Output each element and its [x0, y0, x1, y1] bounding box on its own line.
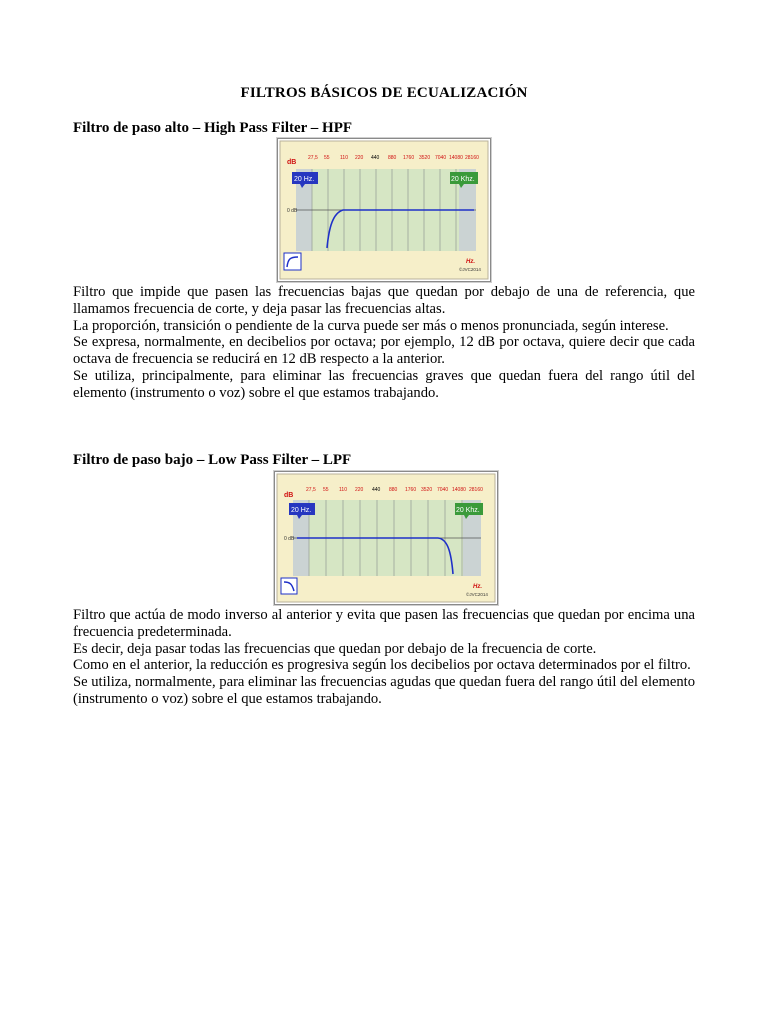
copyright-label: ©JVC2014 [459, 267, 481, 272]
lpf-filter-icon [281, 578, 297, 594]
freq-label: 55 [323, 487, 329, 493]
page-title: FILTROS BÁSICOS DE ECUALIZACIÓN [240, 85, 528, 101]
section-heading-hpf: Filtro de paso alto – High Pass Filter – HPF [73, 120, 353, 136]
marker-high-label: 20 Khz. [456, 507, 480, 514]
zero-db-label: 0 dB [287, 208, 298, 214]
freq-label: 27,5 [308, 155, 318, 161]
marker-low-label: 20 Hz. [294, 176, 315, 183]
paragraph: Filtro que actúa de modo inverso al anterior y evita que pasen las frecuencias que quedan por encima una frecuencia predeterminada. [73, 607, 695, 640]
zero-db-label: 0 dB [284, 536, 295, 542]
copyright-label: ©JVC2014 [466, 592, 488, 597]
freq-label: 3520 [421, 487, 433, 493]
section-body-lpf [73, 607, 695, 708]
marker-high-label: 20 Khz. [451, 176, 475, 183]
freq-label: 3520 [419, 155, 431, 161]
lpf-graph [275, 472, 497, 604]
paragraph: Se expresa, normalmente, en decibelios por octava; por ejemplo, 12 dB por octava, quiere decir que cada octava de frecuencia se reducirá en 12 dB respecto a la anterior. [73, 334, 695, 368]
paragraph: Filtro que impide que pasen las frecuencias bajas que quedan por debajo de una de referencia, que llamamos frecuencia de corte, y deja pasar las frecuencias altas. [73, 284, 695, 317]
freq-label: 110 [340, 155, 348, 161]
freq-label: 440 [371, 155, 380, 161]
freq-label: 220 [355, 487, 364, 493]
marker-low-label: 20 Hz. [291, 507, 312, 514]
paragraph: Se utiliza, principalmente, para eliminar las frecuencias graves que quedan fuera del rango útil del elemento (instrumento o voz) sobre el que estamos trabajando. [73, 367, 695, 401]
hpf-graph-figure [277, 138, 491, 282]
section-heading-lpf: Filtro de paso bajo – Low Pass Filter – LPF [73, 452, 352, 468]
freq-label: 880 [388, 155, 397, 161]
paragraph: La proporción, transición o pendiente de la curva puede ser más o menos pronunciada, según interese. [73, 317, 669, 334]
freq-label: 220 [355, 155, 364, 161]
section-body-hpf [73, 284, 695, 402]
hz-axis-label: Hz. [466, 259, 475, 265]
freq-label: 880 [389, 487, 398, 493]
freq-label: 27,5 [306, 487, 316, 493]
freq-label: 28160 [469, 487, 483, 493]
hpf-filter-icon [284, 253, 301, 270]
paragraph: Es decir, deja pasar todas las frecuencias que quedan por debajo de la frecuencia de corte. [73, 640, 597, 657]
lpf-graph-figure [274, 471, 498, 605]
freq-label: 14080 [449, 155, 463, 161]
freq-label: 1760 [405, 487, 417, 493]
freq-label: 1760 [403, 155, 415, 161]
hz-axis-label: Hz. [473, 584, 482, 590]
paragraph: Como en el anterior, la reducción es progresiva según los decibelios por octava determinados por el filtro. [73, 657, 691, 674]
hpf-graph [278, 139, 490, 281]
freq-label: 7040 [437, 487, 449, 493]
paragraph: Se utiliza, normalmente, para eliminar las frecuencias agudas que quedan fuera del rango útil del elemento (instrumento o voz) sobre el que estamos trabajando. [73, 674, 696, 707]
freq-label: 440 [372, 487, 381, 493]
freq-label: 14080 [452, 487, 466, 493]
freq-label: 55 [324, 155, 330, 161]
freq-label: 28160 [465, 155, 479, 161]
freq-label: 110 [339, 487, 347, 493]
freq-label: 7040 [435, 155, 447, 161]
db-axis-label: dB [284, 492, 294, 499]
db-axis-label: dB [287, 159, 297, 166]
